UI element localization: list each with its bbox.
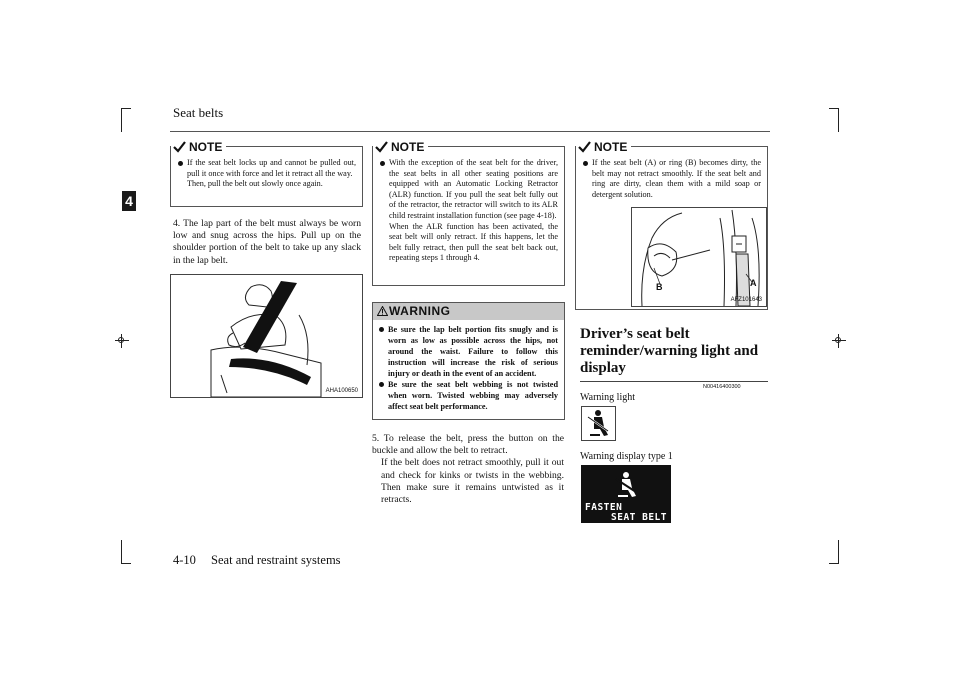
warning-triangle-icon [377, 306, 388, 316]
callout-label-b: B [656, 282, 663, 292]
note-text: With the exception of the seat belt for the driver, the seat belts in all other seating positions are equipped with an Automatic Locking Retractor (ALR) function. If you pull the seat belt fully out of the retractor, the retractor will switch to its ALR child restraint installation function (see page 4-18). [389, 158, 558, 220]
crop-mark [838, 108, 839, 132]
step-4-text: 4. The lap part of the belt must always be worn low and snug across the hips. Pull up on the shoulder portion of the belt to take up any slack in the lap belt. [173, 218, 361, 266]
page-header-title: Seat belts [173, 105, 224, 120]
display-text-fasten: FASTEN [585, 502, 623, 513]
warning-label: WARNING [389, 304, 451, 318]
page-footer [173, 553, 341, 568]
crop-mark [121, 108, 131, 109]
crop-mark [121, 108, 122, 132]
illustration-belt-ring [631, 207, 767, 307]
warning-header [373, 303, 564, 320]
warning-light-label: Warning light [580, 392, 636, 403]
note-box [372, 140, 565, 286]
warning-display-label: Warning display type 1 [580, 451, 673, 462]
section-heading: Driver’s seat belt reminder/warning light and display [580, 326, 759, 376]
belt-and-ring-illustration [632, 208, 766, 306]
registration-mark [115, 334, 129, 348]
note-body [583, 158, 761, 200]
bullet-icon [380, 161, 385, 166]
warning-body [379, 324, 558, 412]
checkmark-icon [173, 141, 186, 153]
callout-label-a: A [750, 278, 757, 288]
note-text: If the seat belt locks up and cannot be pulled out, pull it once with force and let it retract all the way. [187, 158, 356, 178]
crop-mark [829, 563, 839, 564]
checkmark-icon [375, 141, 388, 153]
seatbelt-person-icon [611, 470, 641, 500]
note-text: When the ALR function has been activated, the seat belt will only retract. If this happens, let the belt fully retract, then pull the seat belt back out, repeating steps 1 through 4. [389, 221, 558, 263]
note-box [170, 140, 363, 207]
note-body [178, 158, 356, 190]
fasten-seatbelt-display [581, 465, 671, 523]
footer-section-title: Seat and restraint systems [211, 553, 341, 567]
warning-text: Be sure the seat belt webbing is not twisted when worn. Twisted webbing may adversely affect seat belt performance. [388, 380, 558, 411]
page-number: 4-10 [173, 553, 196, 567]
crop-mark [121, 563, 131, 564]
seatbelt-person-icon [582, 407, 615, 440]
seatbelt-warning-light-icon [581, 406, 616, 441]
figure-code: AHA100650 [325, 388, 358, 394]
note-header [373, 140, 428, 154]
warning-box [372, 302, 565, 420]
note-header [171, 140, 226, 154]
figure-code: AFZ101643 [730, 297, 762, 303]
illustration-lap-belt [170, 274, 363, 398]
chapter-tab: 4 [122, 191, 136, 211]
registration-mark [832, 334, 846, 348]
bullet-icon [379, 382, 384, 387]
seat-belt-wearing-illustration [171, 275, 362, 397]
crop-mark [121, 540, 122, 564]
note-text: Then, pull the belt out slowly once again. [187, 179, 323, 189]
section-code: N00416400300 [703, 384, 741, 390]
display-text-seat-belt: SEAT BELT [611, 512, 667, 523]
note-label: NOTE [594, 140, 628, 154]
bullet-icon [178, 161, 183, 166]
note-label: NOTE [189, 140, 223, 154]
step-5-text: 5. To release the belt, press the button on the buckle and allow the belt to retract. If the belt does not retract smoothly, pull it out and check for kinks or twists in the webbing. Then make sure it remains untwisted as it retracts. [372, 433, 564, 506]
crop-mark [829, 108, 839, 109]
crop-mark [838, 540, 839, 564]
note-header [576, 140, 631, 154]
bullet-icon [379, 327, 384, 332]
note-label: NOTE [391, 140, 425, 154]
note-body [380, 158, 558, 264]
checkmark-icon [578, 141, 591, 153]
header-rule [170, 131, 770, 132]
section-rule [580, 381, 768, 382]
note-text: If the seat belt (A) or ring (B) becomes dirty, the belt may not retract smoothly. If the seat belt and ring are dirty, clean them with a mild soap or detergent solution. [592, 158, 761, 199]
warning-text: Be sure the lap belt portion fits snugly and is worn as low as possible across the hips, not around the waist. Failure to follow this instruction will increase the risk of serious injury or death in the event of an accident. [388, 325, 558, 378]
bullet-icon [583, 161, 588, 166]
